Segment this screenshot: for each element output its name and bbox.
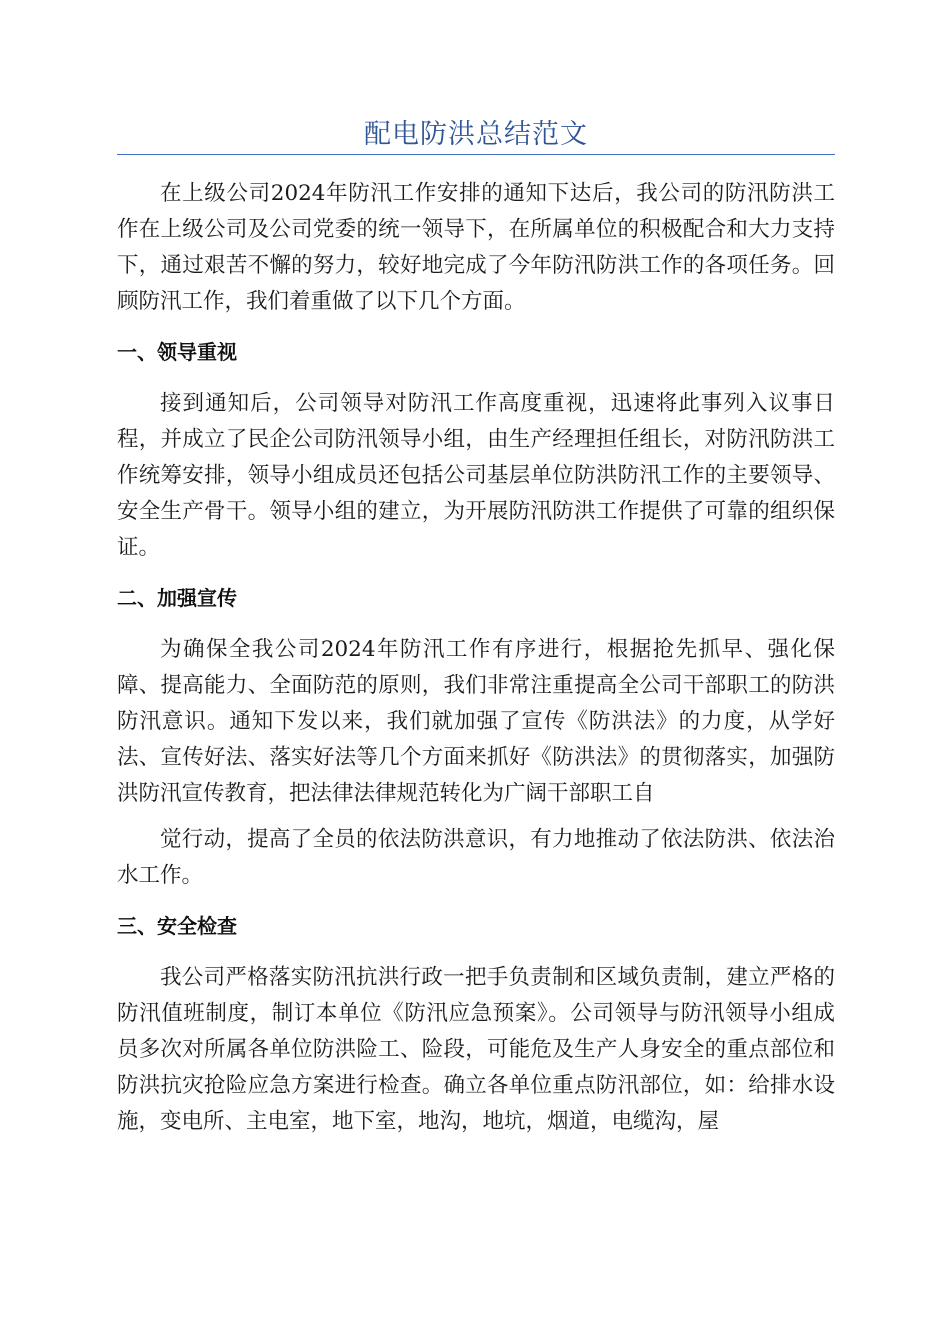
section-heading: 一、领导重视 (117, 340, 237, 364)
document-title: 配电防洪总结范文 (364, 119, 588, 150)
section-leadership (117, 334, 835, 566)
section-heading: 二、加强宣传 (117, 586, 237, 610)
section-paragraph: 我公司严格落实防汛抗洪行政一把手负责制和区域负责制，建立严格的防汛值班制度，制订本单位《防汛应急预案》。公司领导与防汛领导小组成员多次对所属各单位防洪险工、险段，可能危及生产人身安全的重点部位和防洪抗灾抢险应急方案进行检查。确立各单位重点防汛部位，如：给排水设施，变电所、主电室，地下室，地沟，地坑，烟道，电缆沟，屋 (117, 965, 835, 1134)
document-body (117, 176, 835, 1140)
section-heading: 三、安全检查 (117, 914, 237, 938)
section-publicity (117, 580, 835, 894)
section-paragraph: 接到通知后，公司领导对防汛工作高度重视，迅速将此事列入议事日程，并成立了民企公司防汛领导小组，由生产经理担任组长，对防汛防洪工作统筹安排，领导小组成员还包括公司基层单位防洪防汛工作的主要领导、安全生产骨干。领导小组的建立，为开展防汛防洪工作提供了可靠的组织保证。 (117, 391, 835, 560)
intro-paragraph: 在上级公司2024年防汛工作安排的通知下达后，我公司的防汛防洪工作在上级公司及公司党委的统一领导下，在所属单位的积极配合和大力支持下，通过艰苦不懈的努力，较好地完成了今年防汛防洪工作的各项任务。回顾防汛工作，我们着重做了以下几个方面。 (117, 181, 835, 314)
title-underline (117, 154, 835, 155)
section-paragraph: 为确保全我公司2024年防汛工作有序进行，根据抢先抓早、强化保障、提高能力、全面防范的原则，我们非常注重提高全公司干部职工的防洪防汛意识。通知下发以来，我们就加强了宣传《防洪法》的力度，从学好法、宣传好法、落实好法等几个方面来抓好《防洪法》的贯彻落实，加强防洪防汛宣传教育，把法律法律规范转化为广阔干部职工自 (117, 637, 835, 806)
section-paragraph: 觉行动，提高了全员的依法防洪意识，有力地推动了依法防洪、依法治水工作。 (117, 827, 835, 888)
section-safety-inspection (117, 908, 835, 1140)
